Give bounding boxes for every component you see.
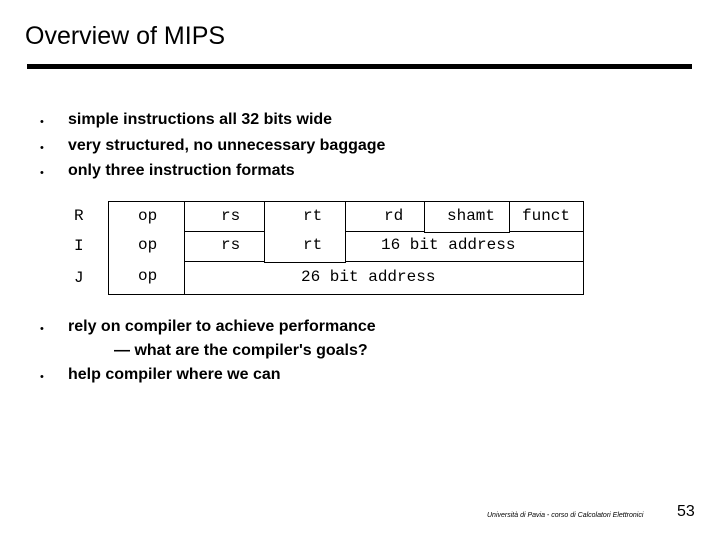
bullet-text-simple-instructions: simple instructions all 32 bits wide — [68, 111, 333, 128]
field-shamt: shamt — [447, 207, 496, 225]
slide-title: Overview of MIPS — [25, 22, 226, 50]
bullet-marker: • — [40, 142, 44, 154]
format-label-j: J — [74, 269, 84, 287]
field-funct: funct — [522, 207, 571, 225]
format-label-i: I — [74, 237, 84, 255]
field-rt: rt — [303, 207, 323, 225]
bullet-text-very-structured: very structured, no unnecessary baggage — [68, 137, 386, 154]
bullet-marker: • — [40, 116, 44, 128]
bullet-text-rely-on-compiler: rely on compiler to achieve performance — [68, 318, 376, 335]
field-rt: rt — [303, 236, 323, 254]
bullet-marker: • — [40, 167, 44, 179]
bullet-text-three-formats: only three instruction formats — [68, 162, 295, 179]
field-26-bit-address: 26 bit address — [301, 268, 436, 286]
field-rs: rs — [221, 207, 241, 225]
bullet-subtext-compiler-goals: — what are the compiler's goals? — [114, 342, 368, 359]
bullet-marker: • — [40, 371, 44, 383]
field-rs: rs — [221, 236, 241, 254]
page-number: 53 — [677, 503, 695, 520]
field-16-bit-address: 16 bit address — [381, 236, 516, 254]
field-rd: rd — [384, 207, 404, 225]
format-label-r: R — [74, 207, 84, 225]
field-op: op — [138, 207, 158, 225]
field-op: op — [138, 267, 158, 285]
bullet-text-help-compiler: help compiler where we can — [68, 366, 281, 383]
footer-university: Università di Pavia - corso di Calcolatori Elettronici — [487, 512, 644, 519]
field-op: op — [138, 236, 158, 254]
bullet-marker: • — [40, 323, 44, 335]
